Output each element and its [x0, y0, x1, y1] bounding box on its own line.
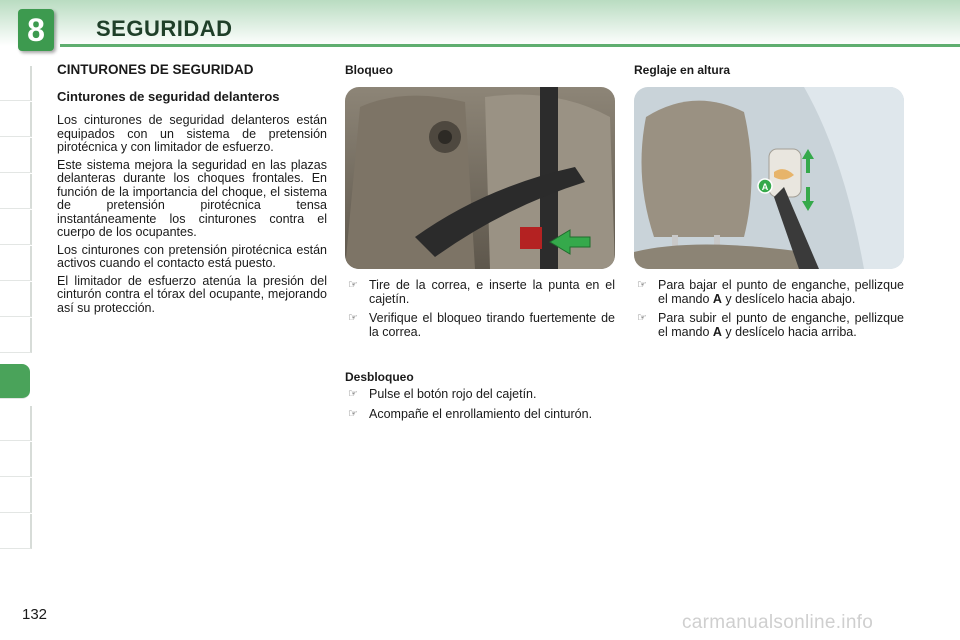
photo-label-a: A — [761, 182, 769, 192]
height-adjust-title: Reglaje en altura — [634, 63, 731, 77]
chapter-tab-active[interactable] — [0, 364, 30, 399]
buckle-photo — [345, 87, 615, 269]
chapter-tab[interactable] — [0, 102, 32, 137]
intro-column — [57, 62, 327, 319]
paragraph: Los cinturones con pretensión pirotécnica están activos cuando el contacto está puesto. — [57, 242, 327, 270]
paragraph: Este sistema mejora la seguridad en las plazas delanteras durante los choques frontales. En función de la importancia del choque, el sistema de pretensión pirotécnica tensa instantáneamente los cinturones contra el cuerpo de los ocupantes. — [57, 157, 327, 239]
list-item: ☞ Para subir el punto de enganche, pellizque el mando A y deslícelo hacia arriba. — [637, 311, 904, 339]
hand-pointer-icon: ☞ — [348, 388, 358, 400]
lock-steps — [345, 279, 615, 345]
list-item: ☞ Verifique el bloqueo tirando fuertemente de la correa. — [348, 311, 615, 339]
chapter-tab[interactable] — [0, 442, 32, 477]
unlock-steps — [345, 388, 615, 427]
chapter-tab[interactable] — [0, 282, 32, 317]
list-item: ☞ Para bajar el punto de enganche, pellizque el mando A y deslícelo hacia abajo. — [637, 278, 904, 306]
hand-pointer-icon: ☞ — [637, 279, 647, 291]
height-adjust-photo — [634, 87, 904, 269]
paragraph: Los cinturones de seguridad delanteros están equipados con un sistema de pretensión pirotécnica y con limitador de esfuerzo. — [57, 113, 327, 154]
unlock-title: Desbloqueo — [345, 370, 414, 384]
hand-pointer-icon: ☞ — [637, 312, 647, 324]
chapter-tab[interactable] — [0, 246, 32, 281]
chapter-title: SEGURIDAD — [96, 16, 233, 41]
chapter-tabs — [0, 66, 34, 576]
paragraph: El limitador de esfuerzo atenúa la presión del cinturón contra el tórax del ocupante, mejorando así su protección. — [57, 273, 327, 315]
lock-title: Bloqueo — [345, 63, 393, 77]
height-adjust-steps — [634, 279, 904, 345]
chapter-tab[interactable] — [0, 138, 32, 173]
chapter-number-badge: 8 — [18, 9, 54, 51]
header-rule — [60, 44, 960, 47]
list-item: ☞ Tire de la correa, e inserte la punta en el cajetín. — [348, 278, 615, 306]
chapter-tab[interactable] — [0, 66, 32, 101]
hand-pointer-icon: ☞ — [348, 312, 358, 324]
hand-pointer-icon: ☞ — [348, 279, 358, 291]
chapter-tab[interactable] — [0, 478, 32, 513]
page-number: 132 — [22, 606, 48, 623]
chapter-tab[interactable] — [0, 514, 32, 549]
hand-pointer-icon: ☞ — [348, 407, 358, 420]
chapter-tab[interactable] — [0, 210, 32, 245]
section-title: CINTURONES DE SEGURIDAD — [57, 62, 254, 77]
subsection-title: Cinturones de seguridad delanteros — [57, 89, 280, 104]
list-item: ☞ Acompañe el enrollamiento del cinturón. — [348, 406, 593, 421]
watermark: carmanualsonline.info — [682, 612, 874, 633]
chapter-tab[interactable] — [0, 174, 32, 209]
list-item: ☞ Pulse el botón rojo del cajetín. — [348, 387, 537, 401]
chapter-tab[interactable] — [0, 406, 32, 441]
chapter-tab[interactable] — [0, 318, 32, 353]
